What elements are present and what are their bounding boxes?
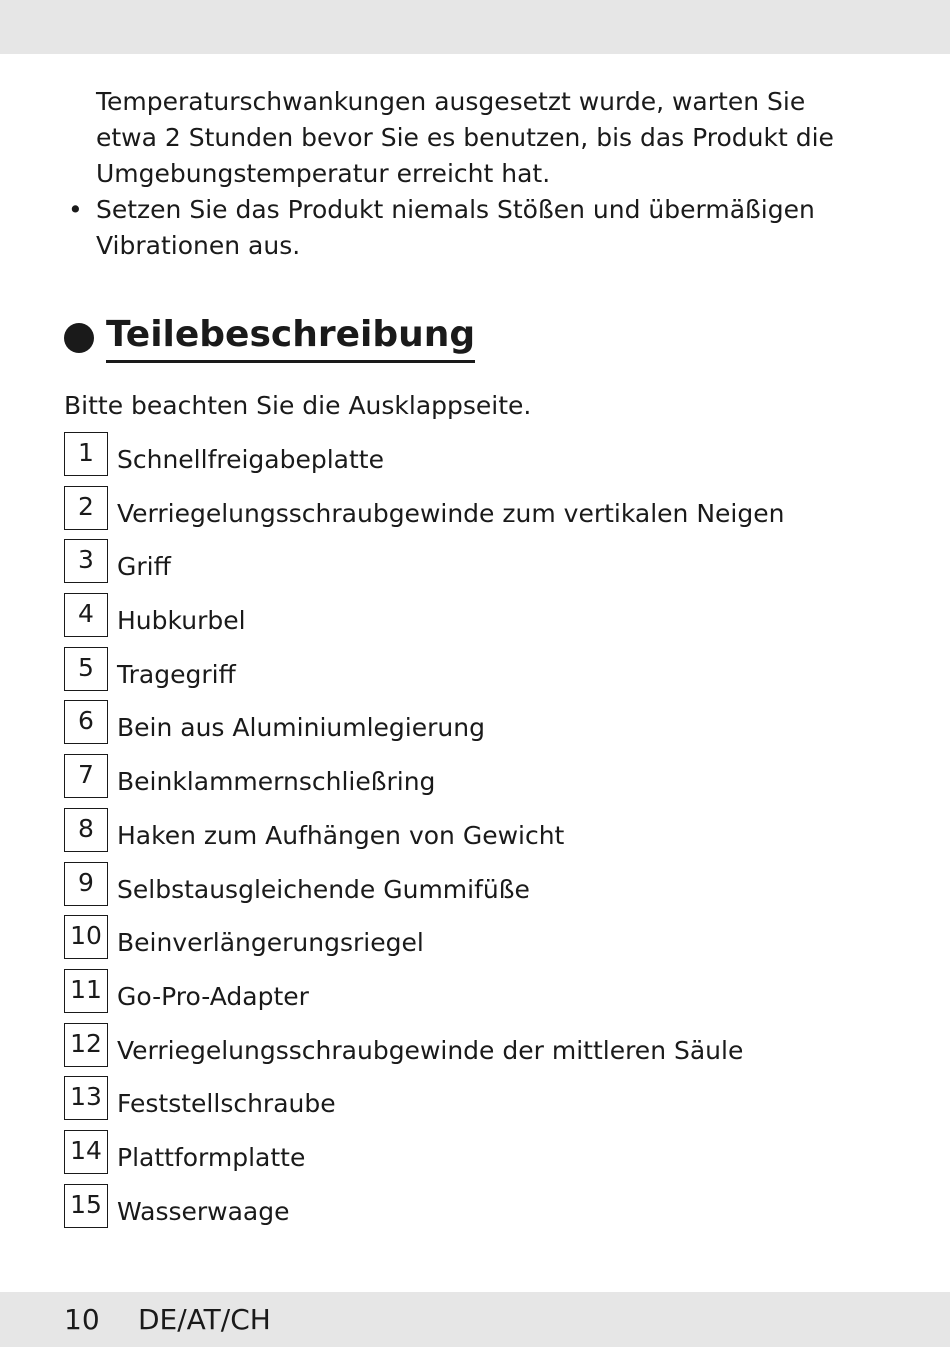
part-label: Hubkurbel xyxy=(117,606,246,636)
part-number-box: 6 xyxy=(64,700,108,744)
part-item xyxy=(64,969,784,1023)
bullet-icon: • xyxy=(68,195,83,224)
part-label: Schnellfreigabeplatte xyxy=(117,445,384,474)
part-item xyxy=(64,808,784,862)
part-item xyxy=(64,486,784,540)
part-label: Wasserwaage xyxy=(117,1196,290,1226)
intro-text xyxy=(64,84,884,264)
part-item xyxy=(64,915,784,969)
section-title: Teilebeschreibung xyxy=(106,312,475,363)
page-number: 10 xyxy=(64,1303,100,1336)
part-item xyxy=(64,593,784,647)
part-label: Bein aus Aluminiumlegierung xyxy=(117,713,485,743)
section-heading xyxy=(64,312,475,363)
part-item xyxy=(64,1023,784,1077)
part-label: Verriegelungsschraubgewinde zum vertikalen Neigen xyxy=(117,498,785,528)
part-number-box: 4 xyxy=(64,593,108,637)
part-number-box: 1 xyxy=(64,432,108,476)
part-item xyxy=(64,1184,784,1238)
part-number-box: 9 xyxy=(64,862,108,906)
part-item xyxy=(64,647,784,701)
part-item xyxy=(64,862,784,916)
part-number-box: 13 xyxy=(64,1076,108,1120)
part-label: Haken zum Aufhängen von Gewicht xyxy=(117,820,565,850)
part-label: Feststellschraube xyxy=(117,1089,336,1119)
parts-list xyxy=(64,432,784,1237)
section-note: Bitte beachten Sie die Ausklappseite. xyxy=(64,391,532,420)
language-codes: DE/AT/CH xyxy=(138,1303,271,1336)
part-number-box: 10 xyxy=(64,915,108,959)
part-number-box: 3 xyxy=(64,539,108,583)
intro-line: Temperaturschwankungen ausgesetzt wurde, warten Sie xyxy=(96,87,806,116)
part-number-box: 11 xyxy=(64,969,108,1013)
part-number-box: 5 xyxy=(64,647,108,691)
part-number-box: 8 xyxy=(64,808,108,852)
part-item xyxy=(64,539,784,593)
part-number-box: 14 xyxy=(64,1130,108,1174)
header-band xyxy=(0,0,950,54)
bullet-item xyxy=(64,192,884,264)
intro-line: Umgebungstemperatur erreicht hat. xyxy=(96,159,551,188)
part-label: Beinklammernschließring xyxy=(117,767,436,797)
part-label: Beinverlängerungsriegel xyxy=(117,928,424,958)
part-number-box: 12 xyxy=(64,1023,108,1067)
part-item xyxy=(64,754,784,808)
part-label: Griff xyxy=(117,552,171,582)
part-item xyxy=(64,700,784,754)
bullet-line: Setzen Sie das Produkt niemals Stößen und übermäßigen xyxy=(96,195,815,224)
part-label: Plattformplatte xyxy=(117,1142,306,1172)
footer xyxy=(0,1292,950,1347)
part-item xyxy=(64,1076,784,1130)
part-item xyxy=(64,1130,784,1184)
part-number-box: 15 xyxy=(64,1184,108,1228)
part-label: Selbstausgleichende Gummifüße xyxy=(117,874,530,904)
part-label: Tragegriff xyxy=(117,659,236,689)
part-label: Go-Pro-Adapter xyxy=(117,981,309,1011)
bullet-line: Vibrationen aus. xyxy=(96,231,301,260)
part-item xyxy=(64,432,784,486)
intro-line: etwa 2 Stunden bevor Sie es benutzen, bis das Produkt die xyxy=(96,123,834,152)
part-number-box: 2 xyxy=(64,486,108,530)
part-label: Verriegelungsschraubgewinde der mittleren Säule xyxy=(117,1035,744,1065)
filled-circle-icon xyxy=(64,323,94,353)
part-number-box: 7 xyxy=(64,754,108,798)
